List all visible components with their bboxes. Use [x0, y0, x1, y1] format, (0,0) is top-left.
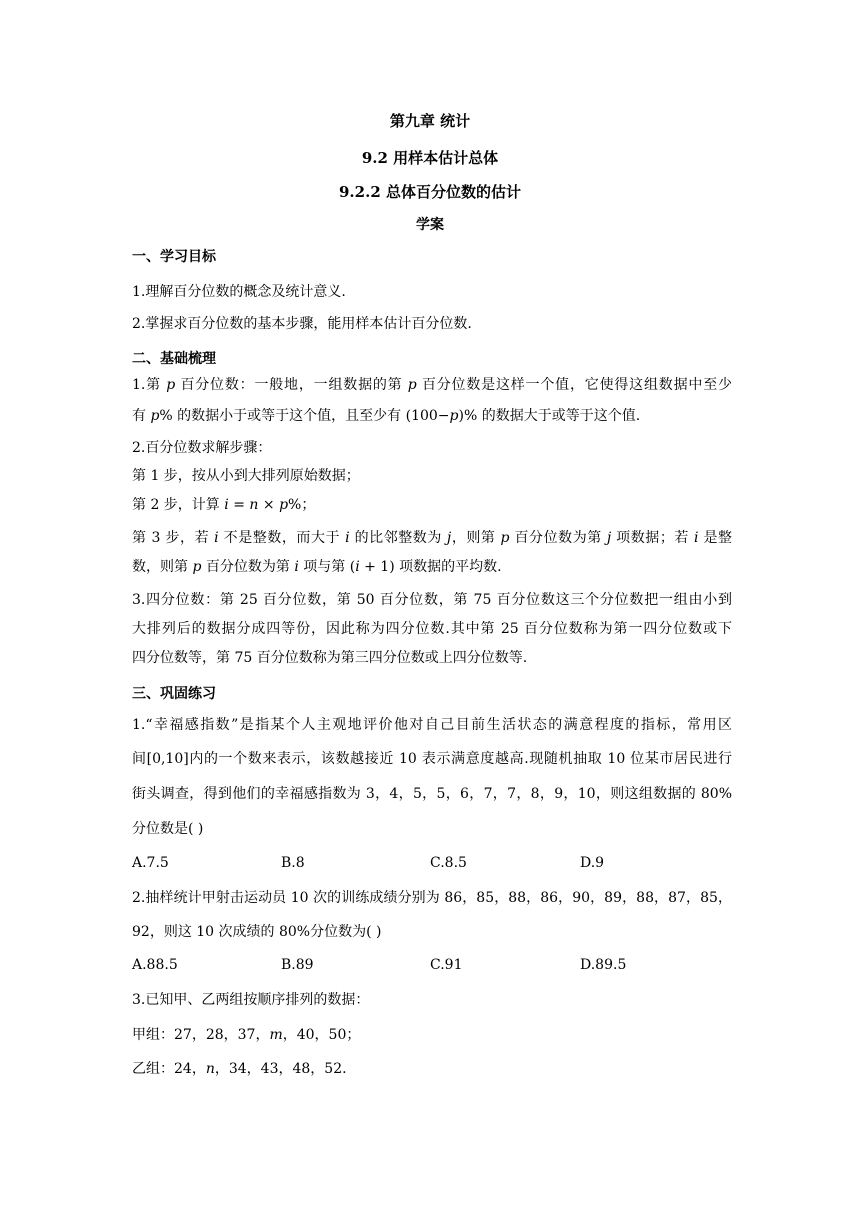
goal-1: 1.理解百分位数的概念及统计意义.	[132, 284, 346, 300]
exercise-3-group-yi: 乙组：24，n，34，43，48，52.	[132, 1061, 347, 1077]
subsection-title: 9.2.2 总体百分位数的估计	[339, 183, 521, 201]
exercise-2-option-a: A.88.5	[132, 957, 178, 973]
definition-line-2: 有 p% 的数据小于或等于这个值，且至少有 (100−p)% 的数据大于或等于这个值.	[132, 408, 641, 424]
exercise-1-option-c: C.8.5	[430, 855, 467, 871]
exercise-2-option-b: B.89	[281, 957, 314, 973]
doc-type-label: 学案	[416, 217, 444, 233]
step-3-line-1: 第 3 步，若 i 不是整数，而大于 i 的比邻整数为 j，则第 p 百分位数为第 j 项数据；若 i 是整	[132, 530, 732, 546]
step-1: 第 1 步，按从小到大排列原始数据；	[132, 468, 360, 484]
exercise-3-group-jia: 甲组：27，28，37，m，40，50；	[132, 1027, 361, 1043]
goal-2: 2.掌握求百分位数的基本步骤，能用样本估计百分位数.	[132, 316, 472, 332]
exercise-1-option-a: A.7.5	[132, 855, 169, 871]
exercise-2-option-c: C.91	[430, 957, 463, 973]
section-heading-goals: 一、学习目标	[132, 249, 216, 265]
exercise-2-line-1: 2.抽样统计甲射击运动员 10 次的训练成绩分别为 86，85，88，86，90，89，88，87，85，	[132, 890, 732, 906]
exercise-1-option-b: B.8	[281, 855, 305, 871]
step-3-line-2: 数，则第 p 百分位数为第 i 项与第 (i + 1) 项数据的平均数.	[132, 559, 502, 575]
exercise-3-line-1: 3.已知甲、乙两组按顺序排列的数据：	[132, 992, 370, 1008]
exercise-2-option-d: D.89.5	[580, 957, 627, 973]
exercise-1-line-2: 间[0,10]内的一个数来表示，该数越接近 10 表示满意度越高.现随机抽取 10 位某市居民进行	[132, 751, 732, 767]
chapter-title: 第九章 统计	[389, 112, 471, 130]
quartile-line-2: 大排列后的数据分成四等份，因此称为四分位数.其中第 25 百分位数称为第一四分位数或下	[132, 621, 732, 637]
quartile-line-3: 四分位数等，第 75 百分位数称为第三四分位数或上四分位数等.	[132, 650, 528, 666]
step-2: 第 2 步，计算 i = n × p%；	[132, 497, 316, 513]
definition-line-1: 1.第 p 百分位数：一般地，一组数据的第 p 百分位数是这样一个值，它使得这组数据中至少	[132, 377, 732, 393]
section-heading-practice: 三、巩固练习	[132, 686, 216, 702]
quartile-line-1: 3.四分位数：第 25 百分位数，第 50 百分位数，第 75 百分位数这三个分位数把一组由小到	[132, 592, 732, 608]
exercise-2-line-2: 92，则这 10 次成绩的 80%分位数为( )	[132, 924, 382, 940]
exercise-1-option-d: D.9	[580, 855, 605, 871]
exercise-1-line-4: 分位数是( )	[132, 821, 204, 837]
section-heading-basics: 二、基础梳理	[132, 351, 216, 367]
steps-heading: 2.百分位数求解步骤：	[132, 440, 272, 456]
section-title: 9.2 用样本估计总体	[361, 149, 499, 167]
exercise-1-line-1: 1.“幸福感指数”是指某个人主观地评价他对自己目前生活状态的满意程度的指标，常用区	[132, 717, 732, 733]
exercise-1-line-3: 街头调查，得到他们的幸福感指数为 3，4，5，5，6，7，7，8，9，10，则这组数据的 80%	[132, 786, 732, 802]
